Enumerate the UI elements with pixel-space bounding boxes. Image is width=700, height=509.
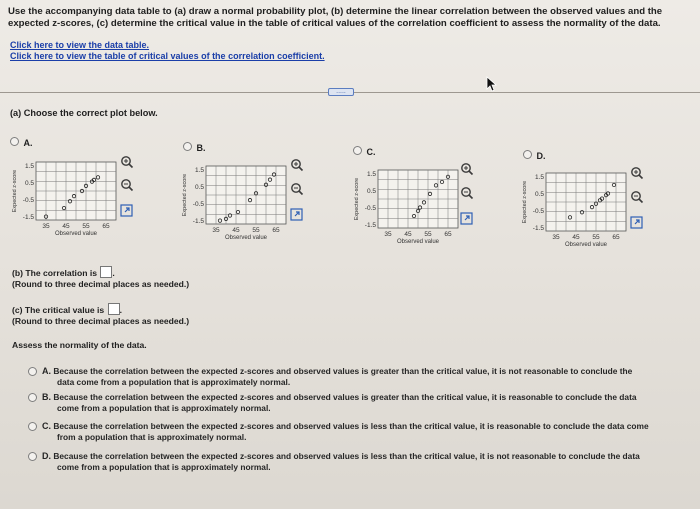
- y-tick-label: 1.5: [24, 162, 34, 170]
- zoom-out-icon[interactable]: [290, 182, 304, 196]
- choice-c-line1: Because the correlation between the expected z-scores and observed values is less than the critical value, it is reasonable to conclude the data come: [53, 421, 649, 431]
- y-tick-label: 0.5: [366, 187, 376, 195]
- part-c-line1: [12, 303, 189, 316]
- choice-c[interactable]: [28, 421, 688, 442]
- x-tick-label: 35: [384, 231, 392, 238]
- choice-c-line2: from a population that is approximately normal.: [57, 431, 247, 442]
- choice-a-line2: data come from a population that is approximately normal.: [57, 376, 291, 387]
- x-axis-label: Observed value: [564, 242, 608, 248]
- option-b-letter: B.: [196, 143, 206, 153]
- radio-b[interactable]: [183, 142, 192, 151]
- plot-b: [176, 160, 316, 254]
- zoom-out-icon[interactable]: [460, 186, 474, 200]
- question-text: Use the accompanying data table to (a) draw a normal probability plot, (b) determine the linear correlation between the observed values and the expected z-scores, (c) determine the critical value in the table of critical values of the correlation coefficient to assess the normality of the data.: [8, 6, 663, 29]
- part-b-prefix: (b) The correlation is: [12, 268, 97, 278]
- y-tick-label: 1.5: [194, 166, 204, 174]
- zoom-in-icon[interactable]: [460, 162, 474, 176]
- zoom-in-icon[interactable]: [630, 166, 644, 180]
- x-tick-label: 35: [42, 223, 50, 230]
- y-axis-label: Expected z-score: [182, 173, 188, 217]
- x-tick-label: 45: [404, 231, 412, 238]
- x-tick-label: 65: [612, 234, 620, 241]
- part-b-hint: (Round to three decimal places as needed.): [12, 279, 190, 289]
- y-tick-label: -0.5: [364, 205, 376, 213]
- choice-b[interactable]: [28, 392, 688, 413]
- choice-b-line2: come from a population that is approximately normal.: [57, 402, 271, 413]
- enlarge-icon[interactable]: [630, 216, 643, 229]
- link-critical-values[interactable]: Click here to view the table of critical values of the correlation coefficient.: [10, 51, 325, 61]
- x-tick-label: 35: [552, 234, 560, 241]
- plot-a: [6, 156, 146, 250]
- part-b: [12, 266, 189, 290]
- x-tick-label: 35: [212, 227, 220, 234]
- option-d-letter: D.: [536, 151, 546, 161]
- y-tick-label: -0.5: [532, 208, 544, 216]
- radio-c[interactable]: [353, 146, 362, 155]
- y-tick-label: 0.5: [194, 183, 204, 191]
- x-tick-label: 55: [82, 223, 90, 230]
- x-tick-label: 65: [272, 227, 280, 234]
- choice-d-radio[interactable]: [28, 452, 37, 461]
- y-tick-label: 1.5: [534, 173, 544, 181]
- choice-a-line1: Because the correlation between the expected z-scores and observed values is greater than the critical value, it is not reasonable to conclude the: [53, 366, 633, 376]
- x-tick-label: 55: [424, 231, 432, 238]
- part-c-prefix: (c) The critical value is: [12, 305, 105, 315]
- choice-d[interactable]: [28, 451, 688, 472]
- link-data-table[interactable]: Click here to view the data table.: [10, 40, 150, 50]
- option-b[interactable]: [183, 138, 205, 156]
- y-axis-label: Expected z-score: [354, 177, 360, 221]
- y-tick-label: -1.5: [192, 218, 204, 226]
- enlarge-icon[interactable]: [290, 208, 303, 221]
- option-a[interactable]: [10, 133, 32, 151]
- y-tick-label: 0.5: [534, 190, 544, 198]
- choice-a-letter: A.: [42, 366, 51, 376]
- expand-button[interactable]: .....: [328, 88, 354, 96]
- choice-a[interactable]: [28, 366, 688, 387]
- part-b-line1: [12, 266, 189, 279]
- y-tick-label: -1.5: [532, 225, 544, 233]
- enlarge-icon[interactable]: [120, 204, 133, 217]
- x-tick-label: 45: [62, 223, 70, 230]
- x-tick-label: 55: [592, 234, 600, 241]
- y-tick-label: 1.5: [366, 170, 376, 178]
- enlarge-icon[interactable]: [460, 212, 473, 225]
- x-tick-label: 45: [232, 227, 240, 234]
- zoom-out-icon[interactable]: [630, 190, 644, 204]
- radio-d[interactable]: [523, 150, 532, 159]
- mouse-cursor-icon: [486, 76, 498, 92]
- y-tick-label: -0.5: [22, 197, 34, 205]
- y-tick-label: 0.5: [24, 179, 34, 187]
- plot-c: [348, 164, 488, 258]
- critical-value-input[interactable]: [108, 303, 120, 315]
- part-c-suffix: .: [119, 305, 122, 315]
- x-tick-label: 65: [444, 231, 452, 238]
- choice-c-radio[interactable]: [28, 422, 37, 431]
- choice-b-letter: B.: [42, 392, 51, 402]
- part-a-prompt: (a) Choose the correct plot below.: [10, 108, 158, 118]
- radio-a[interactable]: [10, 137, 19, 146]
- choice-a-radio[interactable]: [28, 367, 37, 376]
- choice-d-line1: Because the correlation between the expected z-scores and observed values is less than the critical value, it is not reasonable to conclude the data: [53, 451, 640, 461]
- choice-b-radio[interactable]: [28, 393, 37, 402]
- choice-d-line2: come from a population that is approximately normal.: [57, 461, 271, 472]
- part-b-suffix: .: [112, 268, 115, 278]
- x-tick-label: 55: [252, 227, 260, 234]
- x-tick-label: 65: [102, 223, 110, 230]
- zoom-in-icon[interactable]: [290, 158, 304, 172]
- option-d[interactable]: [523, 146, 545, 164]
- part-c-hint: (Round to three decimal places as needed.): [12, 316, 190, 326]
- option-c-letter: C.: [366, 147, 376, 157]
- part-c: [12, 303, 189, 327]
- x-tick-label: 45: [572, 234, 580, 241]
- x-axis-label: Observed value: [396, 239, 440, 245]
- choice-b-line1: Because the correlation between the expected z-scores and observed values is greater than the critical value, it is reasonable to conclude the data: [53, 392, 637, 402]
- correlation-input[interactable]: [100, 266, 115, 278]
- zoom-out-icon[interactable]: [120, 178, 134, 192]
- option-c[interactable]: [353, 142, 375, 160]
- y-axis-label: Expected z-score: [12, 169, 18, 213]
- x-axis-label: Observed value: [224, 235, 268, 241]
- y-tick-label: -1.5: [22, 214, 34, 222]
- x-axis-label: Observed value: [54, 231, 98, 237]
- choice-c-letter: C.: [42, 421, 51, 431]
- zoom-in-icon[interactable]: [120, 155, 134, 169]
- y-tick-label: -1.5: [364, 222, 376, 230]
- y-tick-label: -0.5: [192, 201, 204, 209]
- plot-d: [516, 167, 656, 261]
- y-axis-label: Expected z-score: [522, 180, 528, 224]
- assess-prompt: Assess the normality of the data.: [12, 340, 147, 350]
- option-a-letter: A.: [23, 138, 33, 148]
- choice-d-letter: D.: [42, 451, 51, 461]
